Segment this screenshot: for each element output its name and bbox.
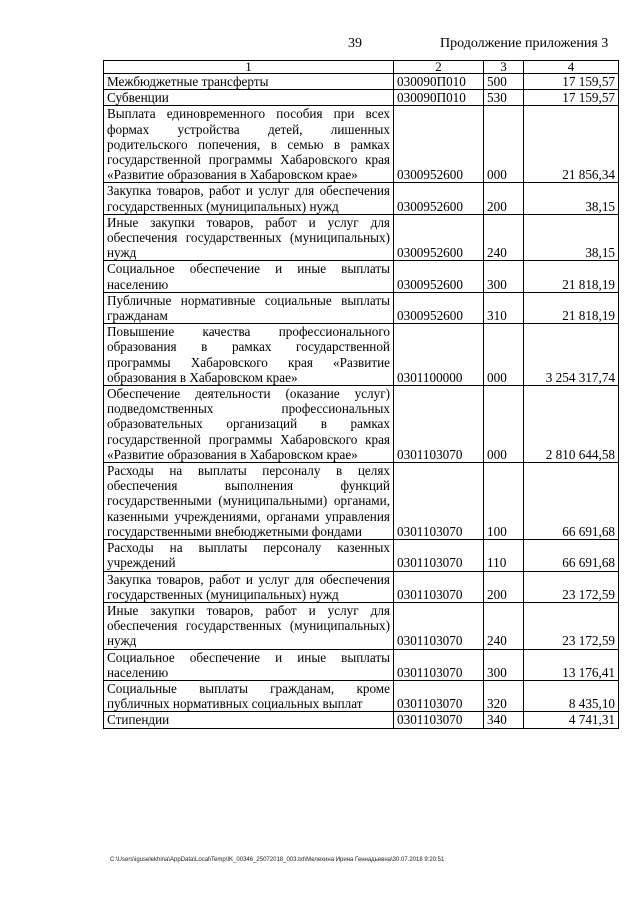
row-name: Иные закупки товаров, работ и услуг для обеспечения государственных (муниципальных) нужд	[104, 214, 394, 261]
row-amount: 21 818,19	[524, 292, 619, 323]
row-code: 0300952600	[394, 106, 484, 183]
table-row	[104, 106, 619, 183]
column-header: 4	[524, 61, 619, 74]
row-code: 0301103070	[394, 571, 484, 602]
row-code: 0301103070	[394, 540, 484, 571]
row-name: Стипендии	[104, 712, 394, 728]
row-type: 200	[484, 571, 524, 602]
row-code: 0301103070	[394, 712, 484, 728]
table-row	[104, 324, 619, 386]
row-type: 110	[484, 540, 524, 571]
row-amount: 23 172,59	[524, 602, 619, 649]
row-name: Субвенции	[104, 90, 394, 106]
row-amount: 3 254 317,74	[524, 324, 619, 386]
row-code: 0301103070	[394, 463, 484, 540]
row-type: 240	[484, 214, 524, 261]
row-type: 000	[484, 324, 524, 386]
row-name: Межбюджетные трансферты	[104, 74, 394, 90]
row-code: 0300952600	[394, 292, 484, 323]
table-row	[104, 680, 619, 711]
table-row	[104, 649, 619, 680]
table-row	[104, 214, 619, 261]
table-row	[104, 386, 619, 463]
row-name: Публичные нормативные социальные выплаты гражданам	[104, 292, 394, 323]
row-name: Социальные выплаты гражданам, кроме публичных нормативных социальных выплат	[104, 680, 394, 711]
column-header: 2	[394, 61, 484, 74]
row-type: 000	[484, 386, 524, 463]
table-row	[104, 540, 619, 571]
row-name: Закупка товаров, работ и услуг для обеспечения государственных (муниципальных) нужд	[104, 571, 394, 602]
column-header: 1	[104, 61, 394, 74]
row-code: 0300952600	[394, 214, 484, 261]
row-type: 300	[484, 649, 524, 680]
table-row	[104, 90, 619, 106]
row-type: 200	[484, 183, 524, 214]
row-code: 0301103070	[394, 602, 484, 649]
row-name: Расходы на выплаты персоналу в целях обеспечения выполнения функций государственными (муниципальными) органами, казенными учреждениями, органами управления государственными внебюджетными фондами	[104, 463, 394, 540]
row-amount: 21 856,34	[524, 106, 619, 183]
row-name: Выплата единовременного пособия при всех формах устройства детей, лишенных родительского попечения, в семью в рамках государственной программы Хабаровского края «Развитие образования в Хабаровском крае»	[104, 106, 394, 183]
file-path-footer: C:\Users\iguselekhina\AppData\Local\Temp\IK_00346_25072018_003.txt\Мелехина Ирина Геннадьевна\30.07.2018 9:20:51	[110, 857, 445, 863]
row-type: 300	[484, 261, 524, 292]
row-amount: 4 741,31	[524, 712, 619, 728]
row-name: Иные закупки товаров, работ и услуг для обеспечения государственных (муниципальных) нужд	[104, 602, 394, 649]
row-type: 310	[484, 292, 524, 323]
row-code: 030090П010	[394, 74, 484, 90]
row-amount: 23 172,59	[524, 571, 619, 602]
table-row	[104, 183, 619, 214]
row-name: Повышение качества профессионального образования в рамках государственной программы Хабаровского края «Развитие образования в Хабаровском крае»	[104, 324, 394, 386]
row-name: Социальное обеспечение и иные выплаты населению	[104, 261, 394, 292]
table-row	[104, 74, 619, 90]
row-type: 240	[484, 602, 524, 649]
row-type: 500	[484, 74, 524, 90]
row-amount: 66 691,68	[524, 540, 619, 571]
row-type: 000	[484, 106, 524, 183]
continuation-label: Продолжение приложения 3	[440, 36, 609, 51]
row-amount: 2 810 644,58	[524, 386, 619, 463]
row-type: 320	[484, 680, 524, 711]
table-row	[104, 712, 619, 728]
row-code: 0301103070	[394, 649, 484, 680]
table-row	[104, 602, 619, 649]
row-code: 0301103070	[394, 680, 484, 711]
row-type: 530	[484, 90, 524, 106]
table-row	[104, 261, 619, 292]
row-amount: 21 818,19	[524, 261, 619, 292]
row-type: 340	[484, 712, 524, 728]
row-type: 100	[484, 463, 524, 540]
page-number: 39	[348, 36, 362, 51]
row-code: 0301100000	[394, 324, 484, 386]
table-row	[104, 292, 619, 323]
row-code: 030090П010	[394, 90, 484, 106]
row-code: 0301103070	[394, 386, 484, 463]
row-name: Обеспечение деятельности (оказание услуг) подведомственных профессиональных образовательных организаций в рамках государственной программы Хабаровского края «Развитие образования в Хабаровском крае»	[104, 386, 394, 463]
table-row	[104, 463, 619, 540]
budget-table	[103, 60, 619, 729]
column-header: 3	[484, 61, 524, 74]
table-row	[104, 571, 619, 602]
row-code: 0300952600	[394, 183, 484, 214]
row-amount: 17 159,57	[524, 90, 619, 106]
row-name: Закупка товаров, работ и услуг для обеспечения государственных (муниципальных) нужд	[104, 183, 394, 214]
row-amount: 8 435,10	[524, 680, 619, 711]
row-amount: 38,15	[524, 183, 619, 214]
row-code: 0300952600	[394, 261, 484, 292]
row-amount: 13 176,41	[524, 649, 619, 680]
table-header-row	[104, 61, 619, 74]
row-amount: 66 691,68	[524, 463, 619, 540]
row-amount: 17 159,57	[524, 74, 619, 90]
row-amount: 38,15	[524, 214, 619, 261]
row-name: Расходы на выплаты персоналу казенных учреждений	[104, 540, 394, 571]
row-name: Социальное обеспечение и иные выплаты населению	[104, 649, 394, 680]
